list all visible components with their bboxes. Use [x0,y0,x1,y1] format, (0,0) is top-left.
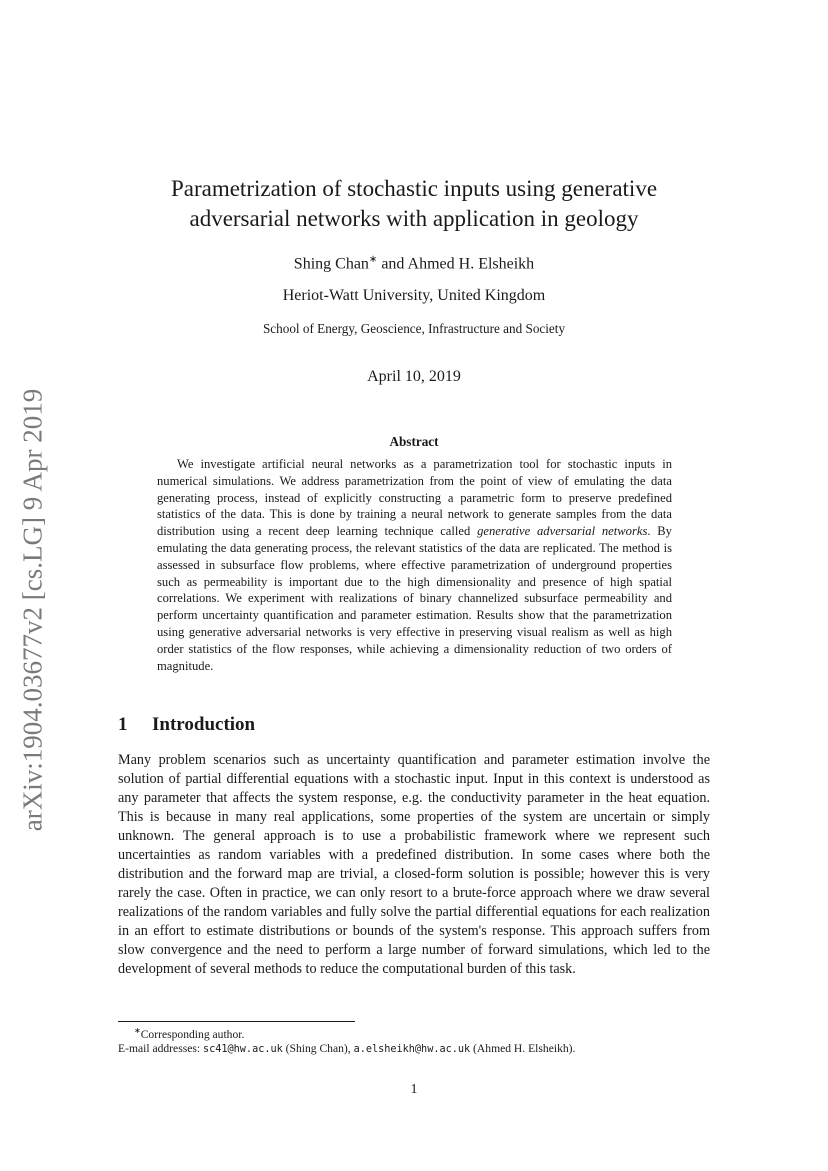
author-list [0,254,828,273]
footnote-corresponding [118,1026,244,1041]
email-name-2: (Ahmed H. Elsheikh). [470,1042,576,1055]
email-label: E-mail addresses: [118,1042,203,1055]
abstract-text [157,456,672,674]
footnote-mark: ∗ [134,1026,141,1035]
section-heading [118,714,255,736]
abstract-heading: Abstract [389,434,439,449]
footnote-emails [118,1042,575,1055]
department: School of Energy, Geoscience, Infrastructure and Society [262,321,566,336]
arxiv-id-label: arXiv:1904.03677v2 [cs.LG] 9 Apr 2019 [17,388,48,832]
author-2: Ahmed H. Elsheikh [407,255,535,273]
abstract-part-1: We investigate artificial neural networks as a parametrization tool for stochastic inputs in numerical simulations. We address parametrization from the point of view of emulating the data generating process, instead of explicitly constructing a parametric form to preserve predefined statistics of the data. This is done by training a neural network to generate samples from the data distribution using a recent deep learning technique called [157,457,672,539]
email-name-1: (Shing Chan), [282,1042,354,1055]
author-1: Shing Chan [293,255,369,273]
page-number: 1 [410,1082,418,1097]
corresponding-mark: ∗ [368,254,378,265]
title-line-2: adversarial networks with application in geology [189,206,639,231]
email-link-1[interactable]: sc41@hw.ac.uk [203,1044,283,1055]
abstract-part-2: . By emulating the data generating process, the relevant statistics of the data are replicated. The method is assessed in subsurface flow problems, where effective parametrization of underground properties such as permeability is important due to the high dimensionality and presence of high spatial correlations. We experiment with realizations of binary channelized subsurface permeability and perform uncertainty quantification and parameter estimation. Results show that the parametrization using generative adversarial networks is very effective in preserving visual realism as well as high order statistics of the flow responses, while achieving a dimensionality reduction of two orders of magnitude. [157,524,672,673]
footnote-corresponding-text: Corresponding author. [140,1027,245,1041]
author-conjunction: and [377,255,408,273]
email-link-2[interactable]: a.elsheikh@hw.ac.uk [353,1044,471,1055]
section-title: Introduction [152,714,256,735]
footnote-rule [118,1021,355,1022]
affiliation: Heriot-Watt University, United Kingdom [282,287,546,304]
abstract-emphasis: generative adversarial networks [477,524,648,539]
title-line-1: Parametrization of stochastic inputs using generative [170,176,658,201]
paper-title [0,174,828,234]
publication-date: April 10, 2019 [367,368,461,385]
section-number: 1 [118,714,128,735]
intro-paragraph: Many problem scenarios such as uncertainty quantification and parameter estimation involve the solution of partial differential equations with a stochastic input. Input in this context is understood as any parameter that affects the system response, e.g. the conductivity parameter in the heat equation. This is because in many real applications, some properties of the system are uncertain or simply unknown. The general approach is to use a probabilistic framework where we represent such uncertainties as random variables with a predefined distribution. In some cases where both the distribution and the forward map are trivial, a closed-form solution is possible; however this is very rarely the case. Often in practice, we can only resort to a brute-force approach where we draw several realizations of the random variables and fully solve the partial differential equations for each realization in an effort to estimate distributions or bounds of the system's response. This approach suffers from slow convergence and the need to perform a large number of forward simulations, which led to the development of several methods to reduce the computational burden of this task. [118,752,710,977]
